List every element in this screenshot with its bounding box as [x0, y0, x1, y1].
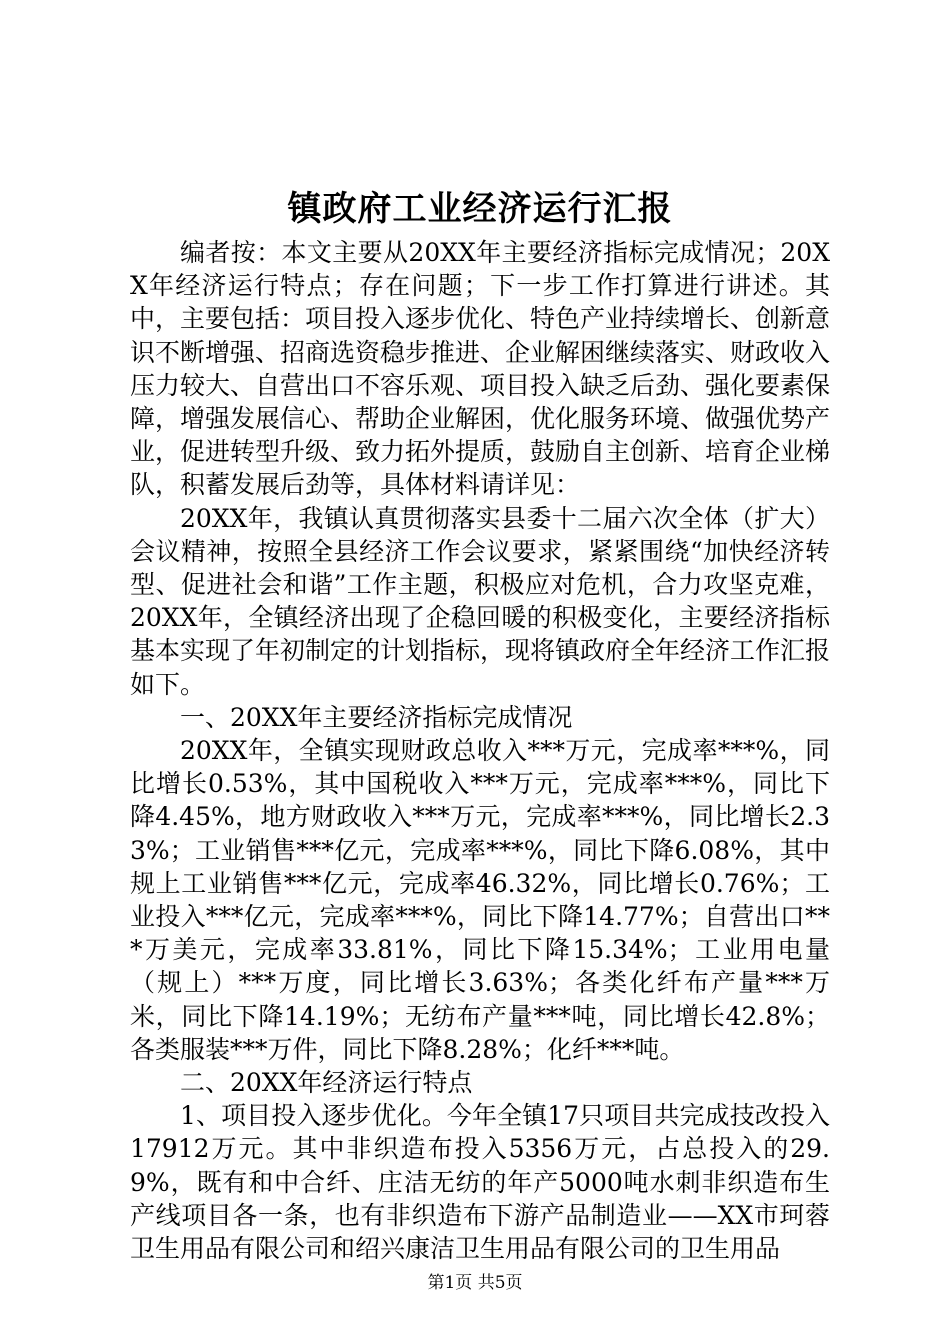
- page-footer: 第1页 共5页: [427, 1273, 523, 1293]
- indicators-paragraph: 20XX年，全镇实现财政总收入***万元，完成率***%，同比增长0.53%，其中国税收入***万元，完成率***%，同比下降4.45%，地方财政收入***万元，完成率***%，同比增长2.33%；工业销售***亿元，完成率***%，同比下降6.08%，其中规上工业销售***亿元，完成率46.32%，同比增长0.76%；工业投入***亿元，完成率***%，同比下降14.77%；自营出口***万美元，完成率33.81%，同比下降15.34%；工业用电量（规上）***万度，同比增长3.63%；各类化纤布产量***万米，同比下降14.19%；无纺布产量***吨，同比增长42.8%；各类服装***万件，同比下降8.28%；化纤***吨。: [130, 736, 830, 1064]
- feature-1-paragraph: 1、项目投入逐步优化。今年全镇17只项目共完成技改投入17912万元。其中非织造布投入5356万元，占总投入的29.9%，既有和中合纤、庄洁无纺的年产5000吨水刺非织造布生产线项目各一条，也有非织造布下游产品制造业——XX市珂蓉卫生用品有限公司和绍兴康洁卫生用品有限公司的卫生用品: [130, 1101, 830, 1264]
- document-title: 镇政府工业经济运行汇报: [287, 189, 673, 229]
- section-heading-2: 二、20XX年经济运行特点: [180, 1068, 473, 1098]
- document-page: [130, 182, 830, 1265]
- section-heading-1: 一、20XX年主要经济指标完成情况: [180, 702, 573, 732]
- document-body: [130, 236, 830, 1265]
- editor-note-paragraph: 编者按：本文主要从20XX年主要经济指标完成情况；20XX年经济运行特点；存在问题；下一步工作打算进行讲述。其中，主要包括：项目投入逐步优化、特色产业持续增长、创新意识不断增强、招商选资稳步推进、企业解困继续落实、财政收入压力较大、自营出口不容乐观、项目投入缺乏后劲、强化要素保障，增强发展信心、帮助企业解困，优化服务环境、做强优势产业，促进转型升级、致力拓外提质，鼓励自主创新、培育企业梯队，积蓄发展后劲等，具体材料请详见：: [130, 238, 831, 500]
- intro-paragraph: 20XX年，我镇认真贯彻落实县委十二届六次全体（扩大）会议精神，按照全县经济工作会议要求，紧紧围绕“加快经济转型、促进社会和谐”工作主题，积极应对危机，合力攻坚克难，20XX年，全镇经济出现了企稳回暖的积极变化，主要经济指标基本实现了年初制定的计划指标，现将镇政府全年经济工作汇报如下。: [130, 503, 831, 699]
